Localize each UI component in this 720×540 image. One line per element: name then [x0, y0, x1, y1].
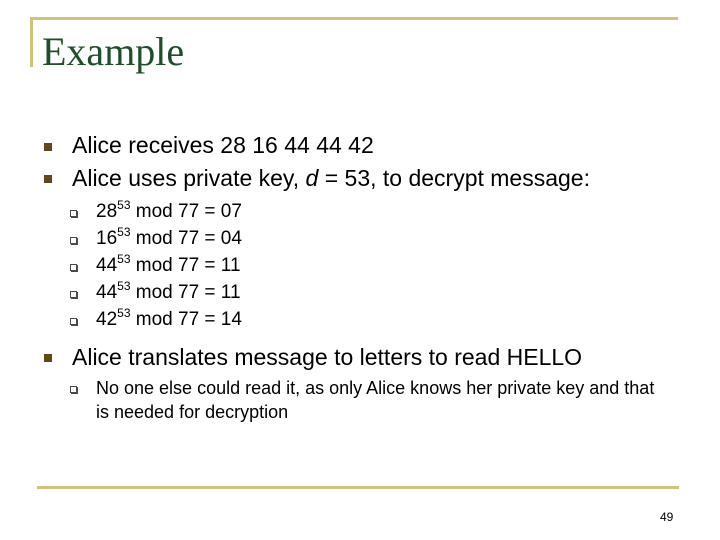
computation-5	[96, 308, 242, 332]
comp-5-base: 42	[96, 309, 118, 330]
comp-1-exp: 53	[117, 198, 131, 212]
bullet-1-marker	[44, 143, 52, 151]
bullet-3-text: Alice translates message to letters to read HELLO	[72, 344, 583, 370]
d-variable: d	[305, 165, 319, 191]
frame-left-line	[30, 17, 33, 67]
comp-1-base: 28	[96, 201, 118, 222]
computation-5-marker	[70, 318, 77, 325]
computation-1-marker	[70, 210, 77, 217]
bottom-rule	[37, 486, 679, 489]
bullet-1-text: Alice receives 28 16 44 44 42	[72, 132, 374, 158]
computation-2-marker	[70, 237, 77, 244]
comp-3-base: 44	[96, 255, 118, 276]
bullet-2-text-prefix: Alice uses private key,	[72, 165, 306, 191]
computation-4	[96, 281, 241, 305]
comp-4-base: 44	[96, 282, 118, 303]
comp-2-rest: mod 77 = 04	[135, 228, 242, 249]
bullet-3-marker	[44, 354, 52, 362]
computation-3	[96, 254, 241, 278]
comp-3-rest: mod 77 = 11	[135, 255, 241, 276]
comp-5-rest: mod 77 = 14	[135, 309, 242, 330]
bullet-2-text	[72, 164, 590, 192]
frame-top-line	[30, 17, 678, 20]
comp-5-exp: 53	[117, 306, 131, 320]
computation-1	[96, 200, 242, 224]
comp-3-exp: 53	[117, 252, 131, 266]
sub-note-marker	[70, 386, 77, 393]
bullet-2-text-suffix: = 53, to decrypt message:	[318, 165, 590, 191]
comp-4-exp: 53	[117, 279, 131, 293]
comp-2-exp: 53	[117, 225, 131, 239]
sub-note-text: No one else could read it, as only Alice knows her private key and that is needed for decryption	[96, 378, 655, 422]
comp-4-rest: mod 77 = 11	[135, 282, 241, 303]
slide-title: Example	[42, 29, 185, 74]
computation-2	[96, 227, 242, 251]
computation-3-marker	[70, 264, 77, 271]
comp-1-rest: mod 77 = 07	[135, 201, 242, 222]
bullet-2-marker	[44, 175, 52, 183]
computation-4-marker	[70, 291, 77, 298]
page-number: 49	[660, 510, 674, 524]
comp-2-base: 16	[96, 228, 118, 249]
